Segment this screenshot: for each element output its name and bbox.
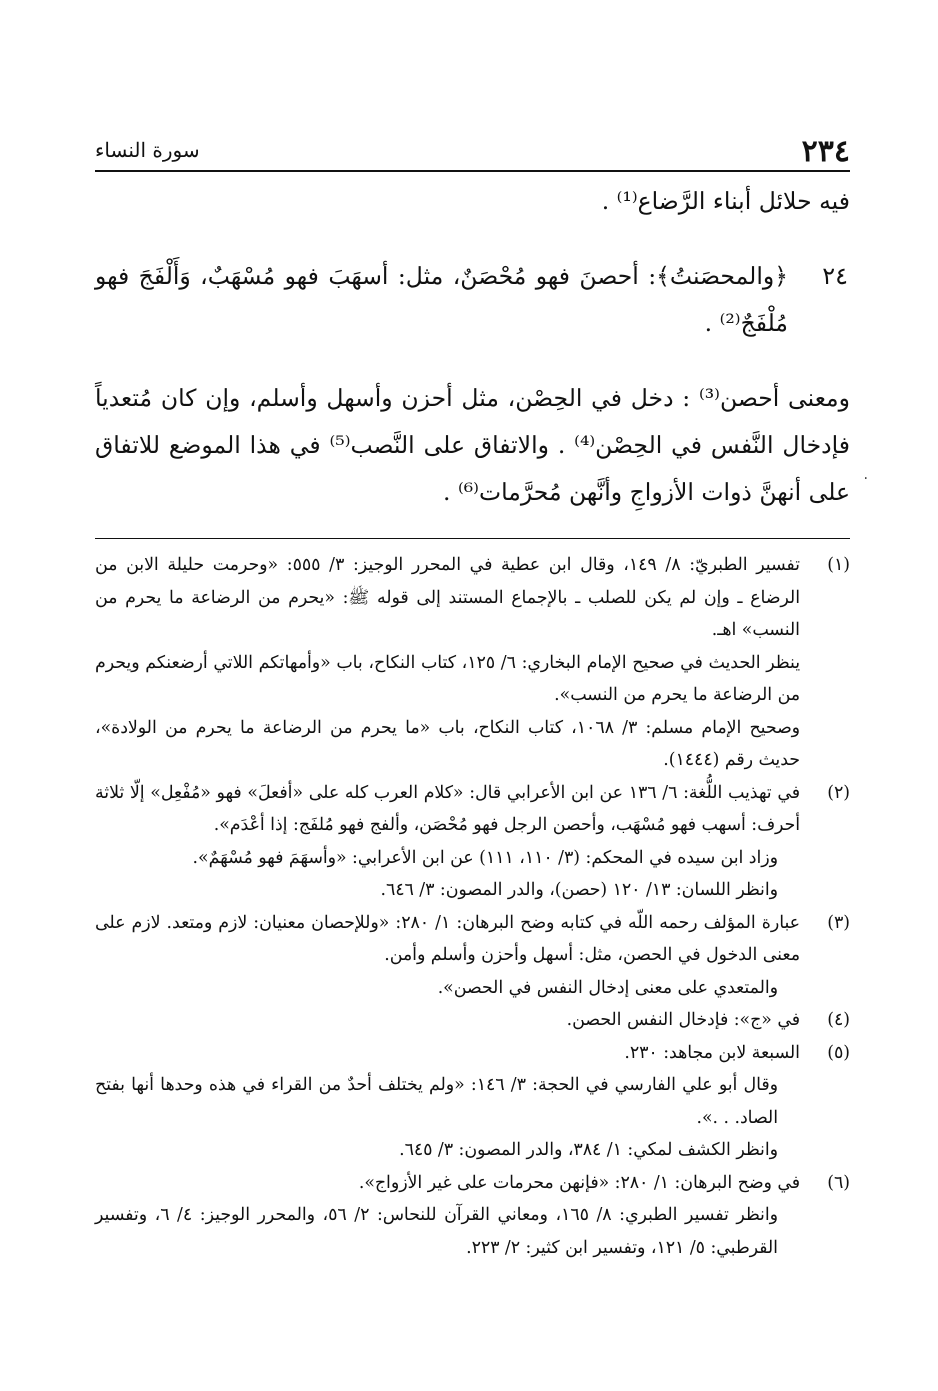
footnote-text: في «ج»: فإدخال النفس الحصن. bbox=[566, 1010, 800, 1030]
footnote-number: (٤) bbox=[827, 1010, 850, 1030]
footnote-text: وصحيح الإمام مسلم: ٣/ ١٠٦٨، كتاب النكاح، باب «ما يحرم من الرضاعة ما يحرم من الولادة»، حديث رقم (١٤٤٤). bbox=[95, 717, 801, 770]
margin-mark: ٠ bbox=[862, 470, 870, 486]
footnote-text: وقال أبو علي الفارسي في الحجة: ٣/ ١٤٦: «ولم يختلف أحدٌ من القراء في هذه وحدها أنها بفتح الصاد. . .». bbox=[95, 1075, 778, 1128]
verse-number: ٢٤ bbox=[822, 262, 848, 290]
footnote-text: ينظر الحديث في صحيح الإمام البخاري: ٦/ ١٢٥، كتاب النكاح، باب «وأمهاتكم اللاتي أرضعنكم ويحرم من الرضاعة ما يحرم من النسب». bbox=[95, 652, 801, 705]
footnote-text: تفسير الطبريّ: ٨/ ١٤٩، وقال ابن عطية في المحرر الوجيز: ٣/ ٥٥٥: «وحرمت حليلة الابن من الرضاع ـ وإن لم يكن للصلب ـ بالإجماع المستند إلى قوله ﷺ: «يحرم من الرضاعة ما يحرم من النسب» اهـ. bbox=[95, 555, 800, 640]
document-page bbox=[95, 132, 850, 1264]
footnote-text: عبارة المؤلف رحمه اللّه في كتابه وضح البرهان: ١/ ٢٨٠: «وللإحصان معنيان: لازم ومتعد. لازم على معنى الدخول في الحصن، مثل: أسهل وأحزن وأسلم وأمن. bbox=[95, 912, 800, 965]
footnote-4 bbox=[95, 1004, 850, 1037]
page-number: ٢٣٤ bbox=[801, 134, 850, 169]
footnote-2 bbox=[95, 777, 850, 907]
footnote-number: (٣) bbox=[827, 912, 850, 933]
footnote-number: (٦) bbox=[827, 1172, 850, 1193]
footnote-text: وانظر الكشف لمكي: ١/ ٣٨٤، والدر المصون: ٣/ ٦٤٥. bbox=[399, 1140, 778, 1160]
header-rule bbox=[95, 170, 850, 172]
main-text bbox=[95, 178, 850, 516]
footnote-6 bbox=[95, 1167, 850, 1265]
paragraph-3: ومعنى أحصن⁽³⁾ : دخل في الحِصْن، مثل أحزن وأسهل وأسلم، وإن كان مُتعدياً فإدخال النَّفس في الحِصْن⁽⁴⁾ . والاتفاق على النَّصب⁽⁵⁾ في هذا الموضع للاتفاق على أنهنَّ ذوات الأزواجِ وأنَّهن مُحرَّمات⁽⁶⁾ . bbox=[95, 384, 850, 506]
verse-commentary bbox=[95, 253, 850, 347]
footnote-text: السبعة لابن مجاهد: ٢٣٠. bbox=[624, 1042, 800, 1063]
footnote-separator bbox=[95, 538, 850, 539]
page-header bbox=[95, 132, 850, 172]
footnote-number: (١) bbox=[827, 555, 850, 575]
footnote-1 bbox=[95, 549, 850, 777]
footnote-text: وزاد ابن سيده في المحكم: (٣/ ١١٠، ١١١) عن ابن الأعرابي: «وأسهَمَ فهو مُسْهَمٌ». bbox=[192, 847, 778, 868]
footnote-text: في وضح البرهان: ١/ ٢٨٠: «فإنهن محرمات على غير الأزواج». bbox=[358, 1172, 800, 1193]
verse-text: ﴿والمحصَنتُ﴾: أحصنَ فهو مُحْصَنٌ، مثل: أسهَبَ فهو مُسْهَبٌ، وَأَلْفَجَ فهو مُلْفَجٌ⁽²⁾ . bbox=[95, 262, 788, 337]
footnote-text: والمتعدي على معنى إدخال النفس في الحصن». bbox=[437, 977, 778, 998]
footnote-5 bbox=[95, 1037, 850, 1167]
surah-title: سورة النساء bbox=[95, 138, 200, 162]
footnotes bbox=[95, 549, 850, 1264]
footnote-number: (٥) bbox=[827, 1042, 850, 1063]
footnote-3 bbox=[95, 907, 850, 1005]
paragraph-1: فيه حلائل أبناء الرَّضاع⁽¹⁾ . bbox=[601, 187, 850, 215]
footnote-text: وانظر تفسير الطبري: ٨/ ١٦٥، ومعاني القرآن للنحاس: ٢/ ٥٦، والمحرر الوجيز: ٤/ ٦، وتفسير القرطبي: ٥/ ١٢١، وتفسير ابن كثير: ٢/ ٢٢٣. bbox=[95, 1205, 778, 1258]
footnote-number: (٢) bbox=[827, 782, 850, 803]
footnote-text: في تهذيب اللُّغة: ٦/ ١٣٦ عن ابن الأعرابي قال: «كلام العرب كله على «أفعلَ» فهو «مُفْعِل» إلّا ثلاثة أحرف: أسهب فهو مُسْهَب، وأحصن الرجل فهو مُحْصَن، وألفج فهو مُلفَج: إذا أعْدَم». bbox=[95, 782, 800, 835]
footnote-text: وانظر اللسان: ١٣/ ١٢٠ (حصن)، والدر المصون: ٣/ ٦٤٦. bbox=[380, 880, 778, 900]
